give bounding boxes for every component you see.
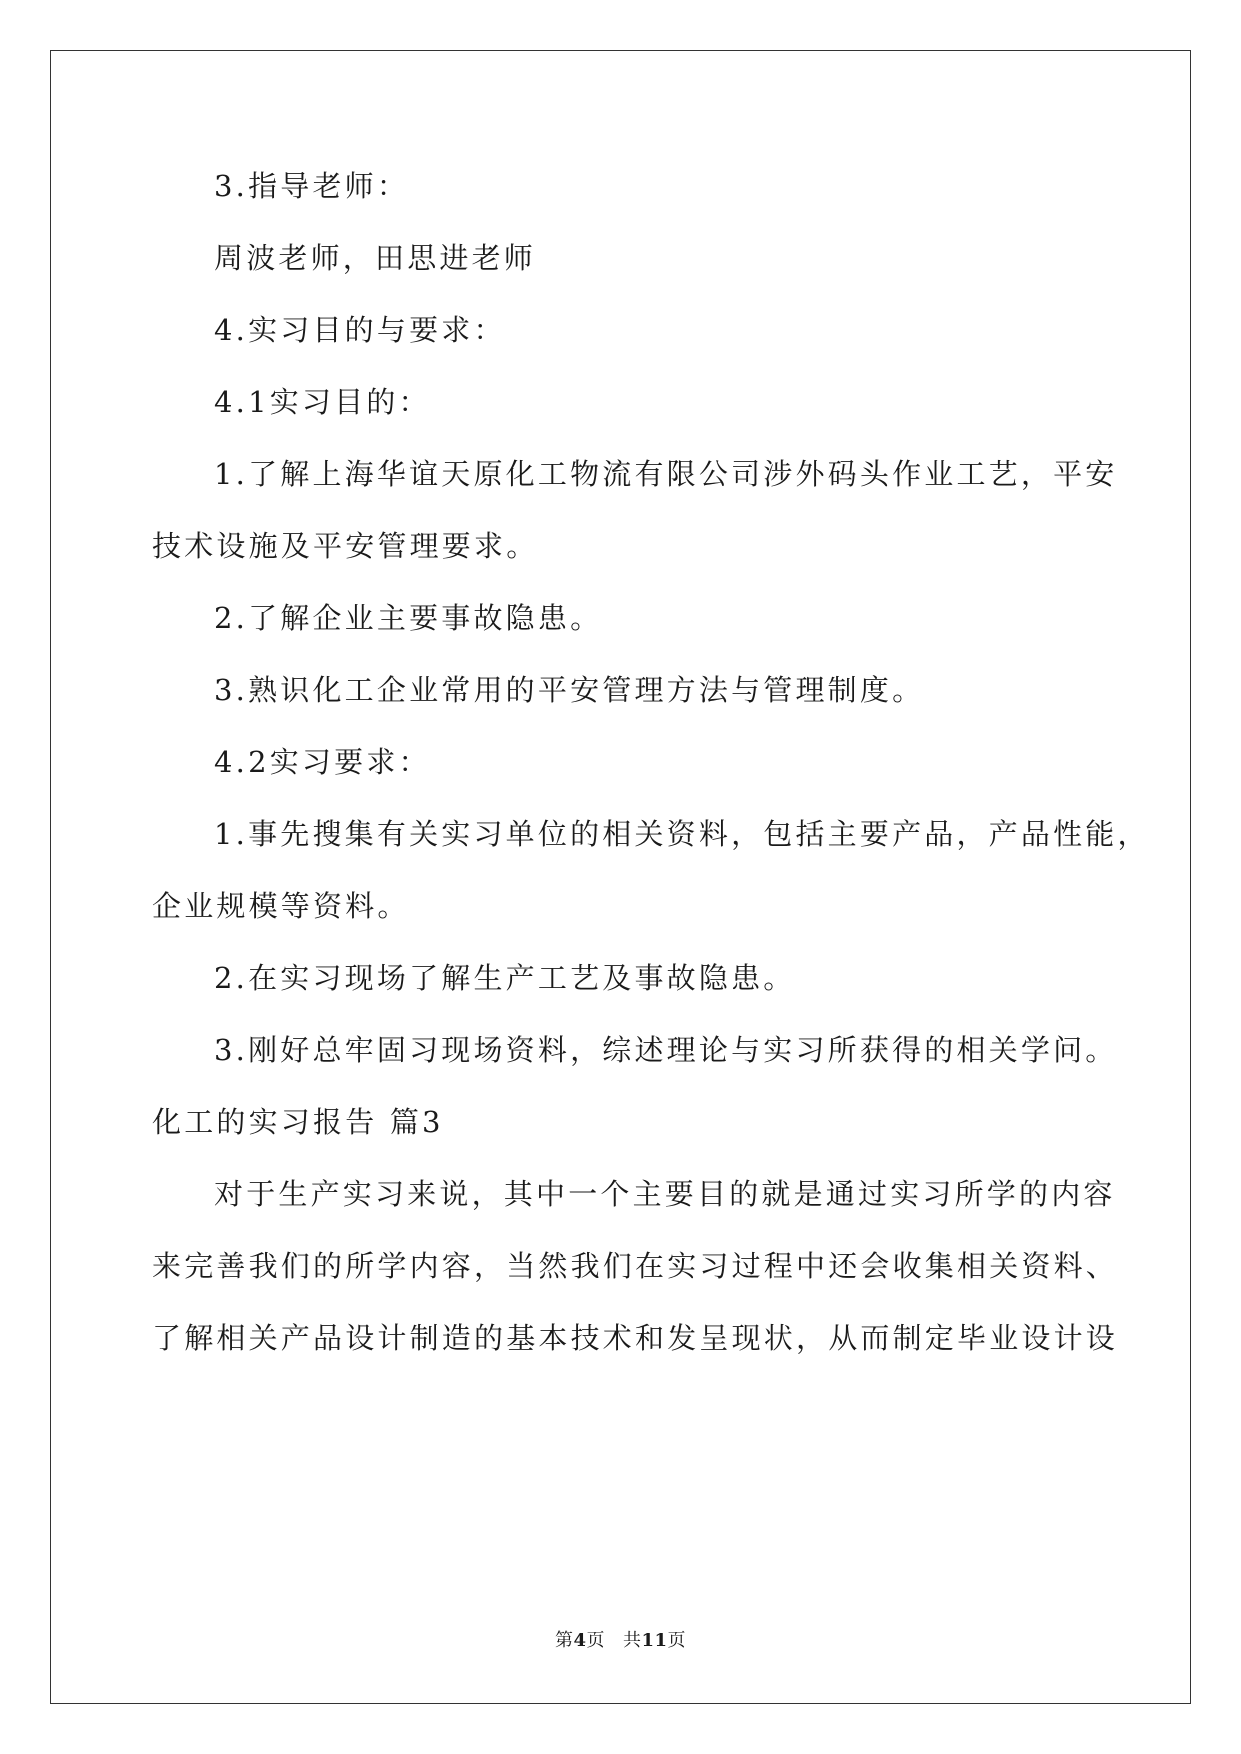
page-number: 4: [573, 1630, 587, 1651]
text-line: 周波老师，田思进老师: [214, 241, 537, 275]
text-line: 来完善我们的所学内容，当然我们在实习过程中还会收集相关资料、: [152, 1249, 1119, 1283]
text-line: 4.实习目的与要求：: [214, 313, 506, 347]
text-line: 3.熟识化工企业常用的平安管理方法与管理制度。: [214, 673, 925, 707]
text-line: 1.事先搜集有关实习单位的相关资料，包括主要产品，产品性能，: [214, 817, 1150, 851]
text-line: 2.了解企业主要事故隐患。: [214, 601, 603, 635]
text-line: 企业规模等资料。: [152, 889, 410, 923]
text-line: 3.刚好总牢固习现场资料，综述理论与实习所获得的相关学问。: [214, 1033, 1118, 1067]
text-line: 3.指导老师：: [214, 169, 410, 203]
page-footer: [0, 1626, 1241, 1652]
page-prefix: 第: [554, 1630, 574, 1651]
text-line: 对于生产实习来说，其中一个主要目的就是通过实习所学的内容: [214, 1177, 1116, 1211]
page-suffix: 页: [586, 1630, 605, 1651]
page-border: [50, 50, 1191, 1704]
text-line: 4.1实习目的：: [214, 385, 431, 419]
total-prefix: 共: [622, 1630, 642, 1651]
text-line: 了解相关产品设计制造的基本技术和发呈现状，从而制定毕业设计设: [152, 1321, 1119, 1355]
total-pages: 11: [641, 1630, 668, 1651]
text-line: 技术设施及平安管理要求。: [152, 529, 539, 563]
text-line: 1.了解上海华谊天原化工物流有限公司涉外码头作业工艺，平安: [214, 457, 1118, 491]
section-heading: 化工的实习报告 篇3: [152, 1105, 444, 1139]
total-suffix: 页: [667, 1630, 687, 1651]
text-line: 2.在实习现场了解生产工艺及事故隐患。: [214, 961, 796, 995]
text-line: 4.2实习要求：: [214, 745, 431, 779]
